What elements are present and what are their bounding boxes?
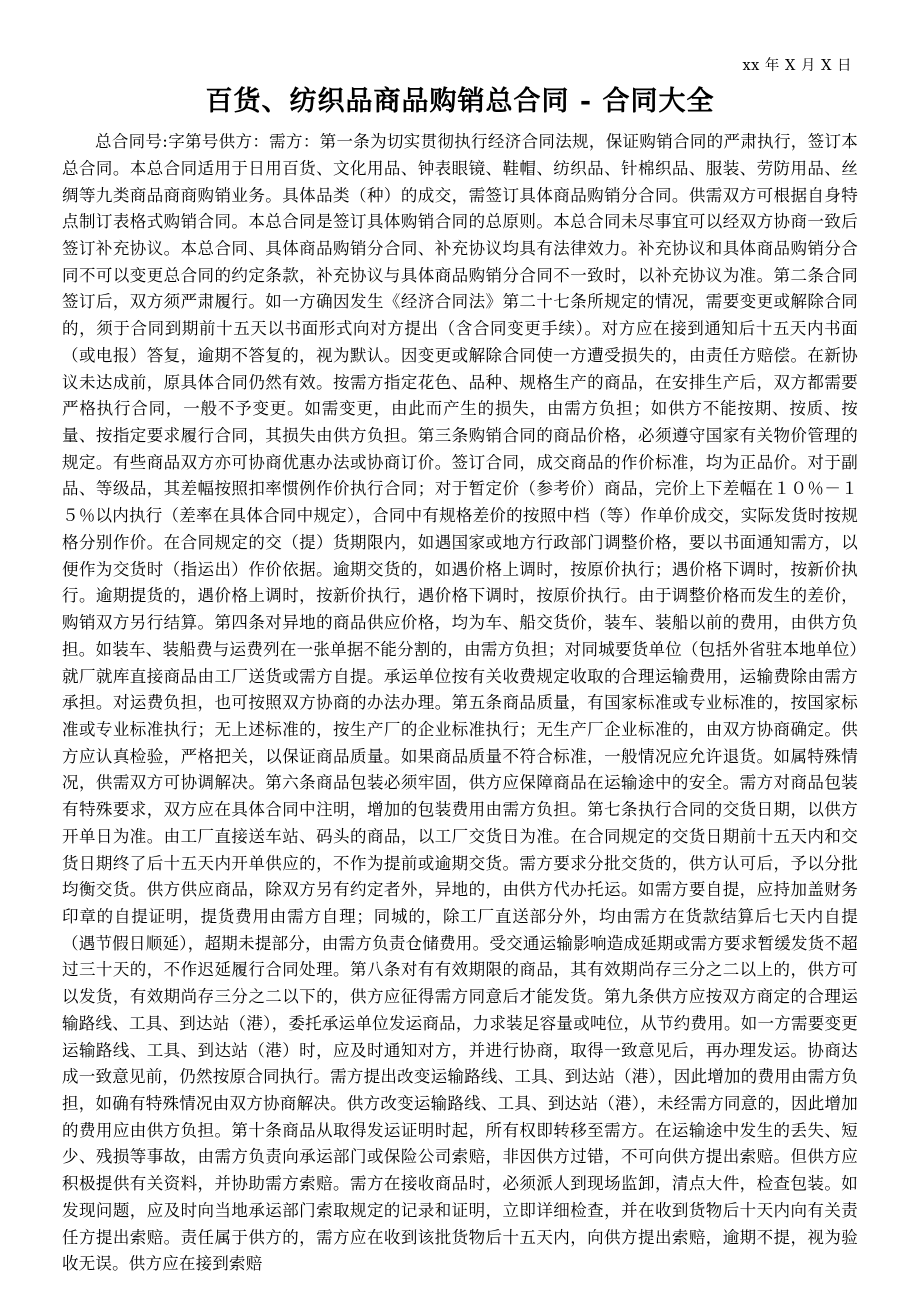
contract-body-text: 总合同号:字第号供方：需方：第一条为切实贯彻执行经济合同法规，保证购销合同的严肃执行，签订本总合同。本总合同适用于日用百货、文化用品、钟表眼镜、鞋帽、纺织品、针棉织品、服装、劳防用品、丝绸等九类商品商商购销业务。具体品类（种）的成交，需签订具体商品购销分合同。供需双方可根据自身特点制订表格式购销合同。本总合同是签订具体购销合同的总原则。本总合同未尽事宜可以经双方协商一致后签订补充协议。本总合同、具体商品购销分合同、补充协议均具有法律效力。补充协议和具体商品购销分合同不可以变更总合同的约定条款，补充协议与具体商品购销分合同不一致时，以补充协议为准。第二条合同签订后，双方须严肃履行。如一方确因发生《经济合同法》第二十七条所规定的情况，需要变更或解除合同的，须于合同到期前十五天以书面形式向对方提出（含合同变更手续）。对方应在接到通知后十五天内书面（或电报）答复，逾期不答复的，视为默认。因变更或解除合同使一方遭受损失的，由责任方赔偿。在新协议未达成前，原具体合同仍然有效。按需方指定花色、品种、规格生产的商品，在安排生产后，双方都需要严格执行合同，一般不予变更。如需变更，由此而产生的损失，由需方负担；如供方不能按期、按质、按量、按指定要求履行合同，其损失由供方负担。第三条购销合同的商品价格，必须遵守国家有关物价管理的规定。有些商品双方亦可协商优惠办法或协商订价。签订合同，成交商品的作价标准，均为正品价。对于副品、等级品，其差幅按照扣率惯例作价执行合同；对于暂定价（参考价）商品，完价上下差幅在１０％－１５％以内执行（差率在具体合同中规定），合同中有规格差价的按照中档（等）作单价成交，实际发货时按规格分别作价。在合同规定的交（提）货期限内，如遇国家或地方行政部门调整价格，要以书面通知需方，以便作为交货时（指运出）作价依据。逾期交货的，如遇价格上调时，按原价执行；遇价格下调时，按新价执行。逾期提货的，遇价格上调时，按新价执行，遇价格下调时，按原价执行。由于调整价格而发生的差价，购销双方另行结算。第四条对异地的商品供应价格，均为车、船交货价，装车、装船以前的费用，由供方负担。如装车、装船费与运费列在一张单据不能分割的，由需方负担；对同城要货单位（包括外省驻本地单位）就厂就库直接商品由工厂送货或需方自提。承运单位按有关收费规定收取的合理运输费用，运输费除由需方承担。对运费负担，也可按照双方协商的办法办理。第五条商品质量，有国家标准或专业标准的，按国家标准或专业标准执行；无上述标准的，按生产厂的企业标准执行；无生产厂企业标准的，由双方协商确定。供方应认真检验，严格把关，以保证商品质量。如果商品质量不符合标准，一般情况应允许退货。如属特殊情况，供需双方可协调解决。第六条商品包装必须牢固，供方应保障商品在运输途中的安全。需方对商品包装有特殊要求，双方应在具体合同中注明，增加的包装费用由需方负担。第七条执行合同的交货日期，以供方开单日为准。由工厂直接送车站、码头的商品，以工厂交货日为准。在合同规定的交货日期前十五天内和交货日期终了后十五天内开单供应的，不作为提前或逾期交货。需方要求分批交货的，供方认可后，予以分批均衡交货。供方供应商品，除双方另有约定者外，异地的，由供方代办托运。如需方要自提，应持加盖财务印章的自提证明，提货费用由需方自理；同城的，除工厂直送部分外，均由需方在货款结算后七天内自提（遇节假日顺延），超期未提部分，由需方负责仓储费用。受交通运输影响造成延期或需方要求暂缓发货不超过三十天的，不作迟延履行合同处理。第八条对有有效期限的商品，其有效期尚存三分之二以上的，供方可以发货，有效期尚存三分之二以下的，供方应征得需方同意后才能发货。第九条供方应按双方商定的合理运输路线、工具、到达站（港），委托承运单位发运商品，力求装足容量或吨位，从节约费用。如一方需要变更运输路线、工具、到达站（港）时，应及时通知对方，并进行协商，取得一致意见后，再办理发运。协商达成一致意见前，仍然按原合同执行。需方提出改变运输路线、工具、到达站（港），因此增加的费用由需方负担，如确有特殊情况由双方协商解决。供方改变运输路线、工具、到达站（港），未经需方同意的，因此增加的费用应由供方负担。第十条商品从取得发运证明时起，所有权即转移至需方。在运输途中发生的丢失、短少、残损等事故，由需方负责向承运部门或保险公司索赔，非因供方过错，不可向供方提出索赔。但供方应积极提供有关资料，并协助需方索赔。需方在接收商品时，必须派人到现场监卸，清点大件，检查包装。如发现问题，应及时向当地承运部门索取规定的记录和证明，立即详细检查，并在收到货物后十天内向有关责任方提出索赔。责任属于供方的，需方应在收到该批货物后十五天内，向供方提出索赔，逾期不提，视为验收无误。供方应在接到索赔 (62, 132, 858, 1274)
page-title: 百货、纺织品商品购销总合同 - 合同大全 (205, 86, 715, 118)
header-date: xx 年 X 月 X 日 (742, 58, 852, 74)
